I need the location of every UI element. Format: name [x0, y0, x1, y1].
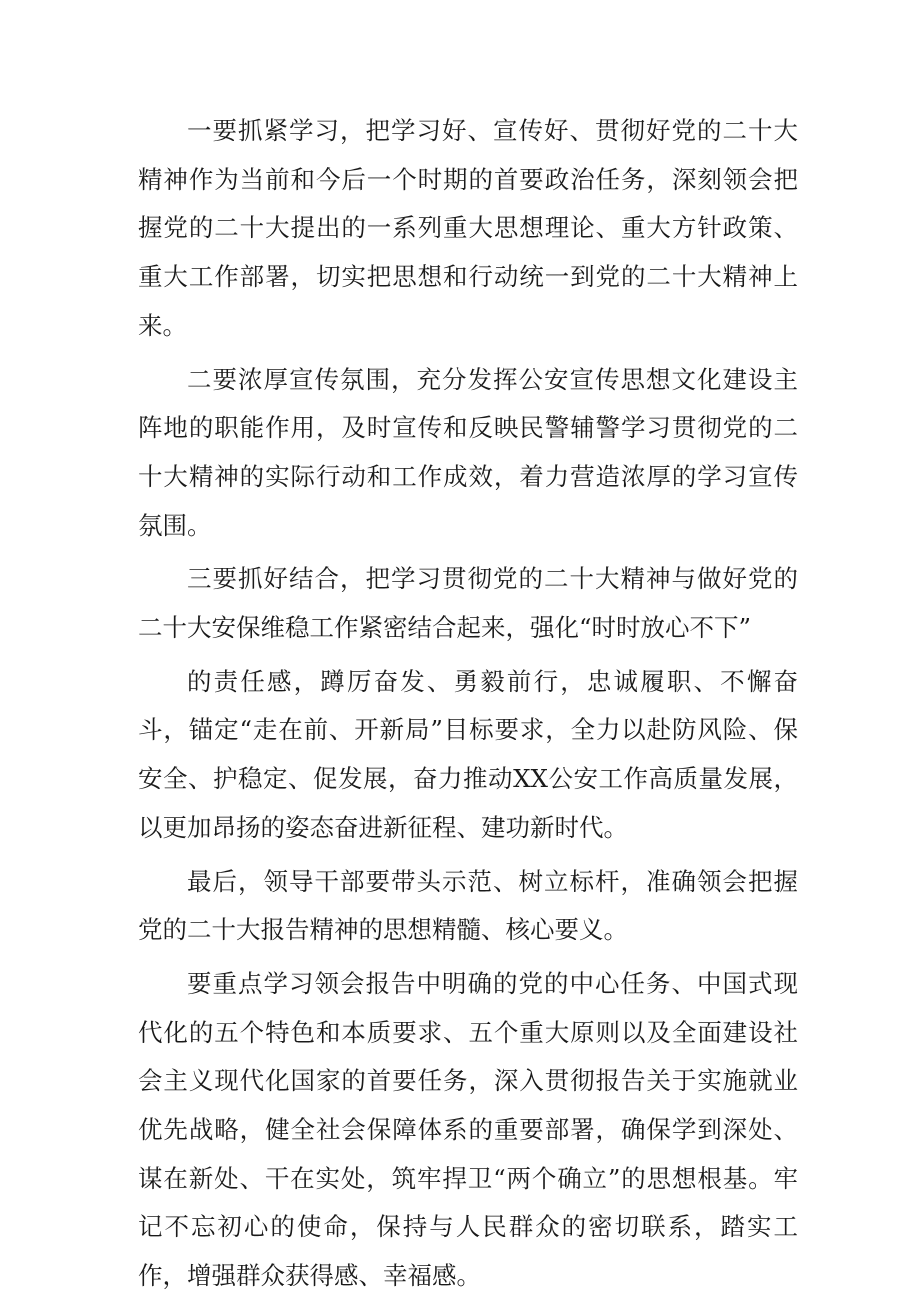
paragraph-1: 一要抓紧学习，把学习好、宣传好、贯彻好党的二十大精神作为当前和今后一个时期的首要政治任务，深刻领会把握党的二十大提出的一系列重大思想理论、重大方针政策、重大工作部署，切实把思想和行动统一到党的二十大精神上来。 [138, 116, 798, 340]
paragraph-4: 的责任感，蹲厉奋发、勇毅前行，忠诚履职、不懈奋斗，锚定“走在前、开新局”目标要求，全力以赴防风险、保安全、护稳定、促发展，奋力推动XX公安工作高质量发展，以更加昂扬的姿态奋进新征程、建功新时代。 [138, 666, 798, 842]
paragraph-6: 要重点学习领会报告中明确的党的中心任务、中国式现代化的五个特色和本质要求、五个重大原则以及全面建设社会主义现代化国家的首要任务，深入贯彻报告关于实施就业优先战略，健全社会保障体系的重要部署，确保学到深处、谋在新处、干在实处，筑牢捍卫“两个确立”的思想根基。牢记不忘初心的使命，保持与人民群众的密切联系，踏实工作，增强群众获得感、幸福感。 [138, 968, 798, 1291]
document-body [138, 107, 798, 1306]
paragraph-3: 三要抓好结合，把学习贯彻党的二十大精神与做好党的二十大安保维稳工作紧密结合起来，强化“时时放心不下” [138, 564, 798, 643]
paragraph-2: 二要浓厚宣传氛围，充分发挥公安宣传思想文化建设主阵地的职能作用，及时宣传和反映民警辅警学习贯彻党的二十大精神的实际行动和工作成效，着力营造浓厚的学习宣传氛围。 [138, 364, 798, 540]
paragraph-5: 最后，领导干部要带头示范、树立标杆，准确领会把握党的二十大报告精神的思想精髓、核心要义。 [138, 866, 798, 945]
